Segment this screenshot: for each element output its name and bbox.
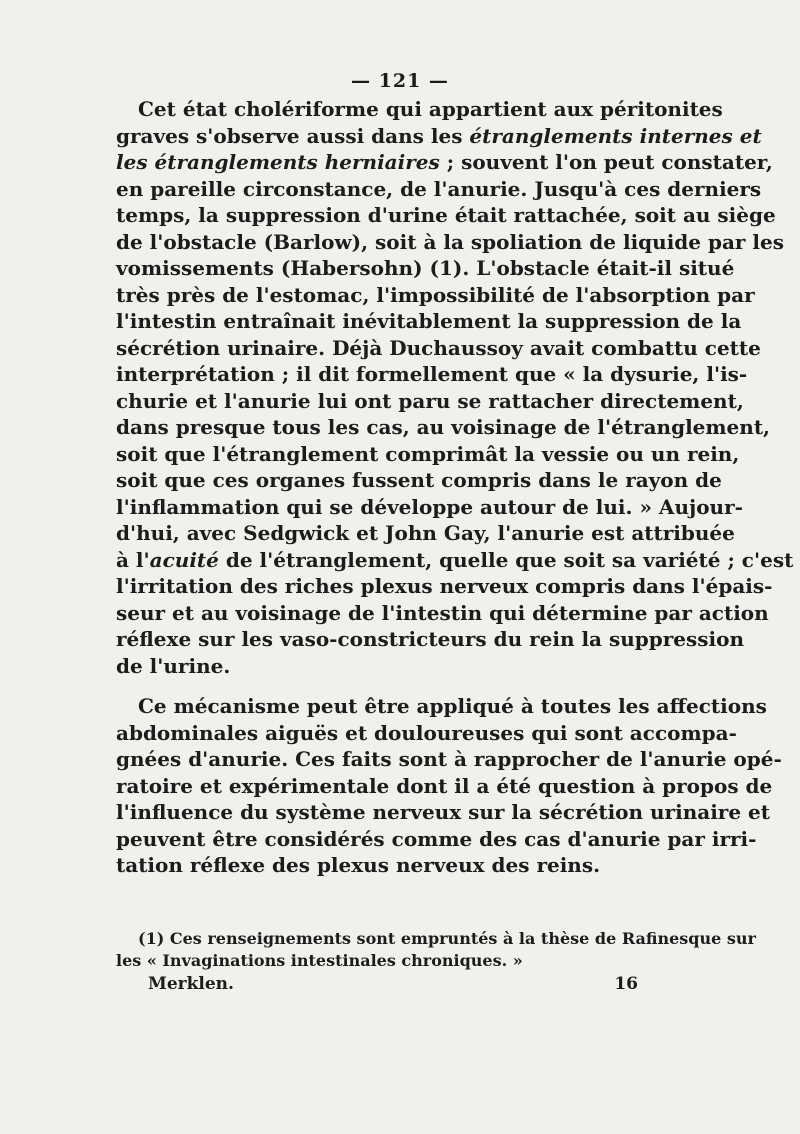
signature-number: 16 bbox=[614, 974, 638, 994]
text-line: soit que l'étranglement comprimât la vessie ou un rein, bbox=[116, 441, 740, 466]
text-line: très près de l'estomac, l'impossibilité de l'absorption par bbox=[116, 282, 755, 307]
text-line: seur et au voisinage de l'intestin qui détermine par action bbox=[116, 600, 769, 625]
text-line: réflexe sur les vaso-constricteurs du rein la suppression bbox=[116, 627, 744, 651]
text-line: churie et l'anurie lui ont paru se rattacher directement, bbox=[116, 388, 744, 413]
footnote-line: les « Invaginations intestinales chroniques. » bbox=[116, 951, 523, 970]
text-line: temps, la suppression d'urine était rattachée, soit au siège bbox=[116, 203, 776, 227]
text-line: Cet état cholériforme qui appartient aux péritonites bbox=[138, 97, 723, 121]
text-line: graves s'observe aussi dans les étranglements internes et bbox=[116, 123, 762, 148]
text-line: l'irritation des riches plexus nerveux compris dans l'épais- bbox=[116, 574, 773, 598]
text-line: peuvent être considérés comme des cas d'anurie par irri- bbox=[116, 826, 757, 851]
text-line: ratoire et expérimentale dont il a été question à propos de bbox=[116, 773, 773, 798]
text-line: gnées d'anurie. Ces faits sont à rapprocher de l'anurie opé- bbox=[116, 747, 782, 771]
text-line: l'intestin entraînait inévitablement la suppression de la bbox=[116, 309, 742, 333]
text-line: de l'obstacle (Barlow), soit à la spoliation de liquide par les bbox=[116, 229, 784, 254]
text-line: vomissements (Habersohn) (1). L'obstacle était-il situé bbox=[116, 256, 735, 280]
text-line: interprétation ; il dit formellement que « la dysurie, l'is- bbox=[116, 362, 748, 386]
author-signature: Merklen. bbox=[148, 974, 234, 994]
footnote-line: (1) Ces renseignements sont empruntés à la thèse de Rafinesque sur bbox=[138, 929, 756, 948]
text-line: soit que ces organes fussent compris dans le rayon de bbox=[116, 468, 722, 492]
text-line: Ce mécanisme peut être appliqué à toutes les affections bbox=[138, 694, 767, 718]
text-line: de l'urine. bbox=[116, 653, 231, 678]
signature-line bbox=[148, 974, 638, 994]
text-line: à l'acuité de l'étranglement, quelle que soit sa variété ; c'est bbox=[116, 547, 794, 572]
text-line: tation réflexe des plexus nerveux des reins. bbox=[116, 853, 601, 877]
text-line: l'influence du système nerveux sur la sécrétion urinaire et bbox=[116, 800, 770, 824]
page-number: — 121 — bbox=[351, 70, 449, 92]
text-line: sécrétion urinaire. Déjà Duchaussoy avait combattu cette bbox=[116, 335, 761, 360]
text-line: abdominales aiguës et douloureuses qui sont accompa- bbox=[116, 720, 737, 745]
main-text bbox=[116, 96, 794, 879]
footnote bbox=[116, 928, 756, 972]
text-line: les étranglements herniaires ; souvent l'on peut constater, bbox=[116, 150, 773, 174]
text-line: dans presque tous les cas, au voisinage de l'étranglement, bbox=[116, 415, 771, 439]
paragraph-1 bbox=[116, 96, 794, 679]
text-line: d'hui, avec Sedgwick et John Gay, l'anurie est attribuée bbox=[116, 521, 735, 545]
text-line: en pareille circonstance, de l'anurie. Jusqu'à ces derniers bbox=[116, 176, 762, 201]
paragraph-2 bbox=[116, 693, 782, 879]
text-line: l'inflammation qui se développe autour de lui. » Aujour- bbox=[116, 494, 743, 519]
